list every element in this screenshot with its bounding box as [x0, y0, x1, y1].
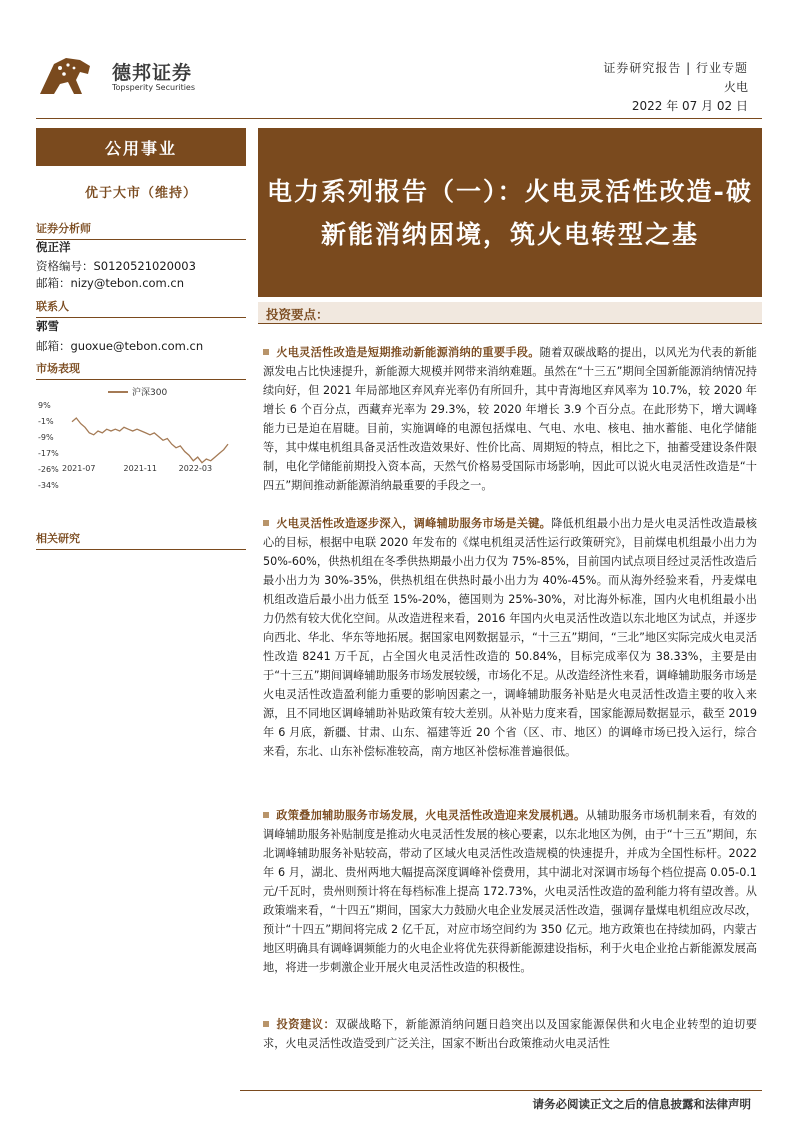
bullet-icon [263, 1021, 269, 1027]
chart-legend-label: 沪深300 [132, 388, 168, 398]
chart-x-tick-label: 2022-03 [178, 464, 213, 473]
report-type: 证券研究报告 | 行业专题 [603, 61, 748, 75]
industry-label: 火电 [723, 80, 748, 94]
chart-y-axis [38, 401, 59, 490]
chart-y-tick-label: -17% [38, 449, 59, 458]
bullet-icon [263, 812, 269, 818]
company-logo [36, 54, 202, 100]
chart-x-tick-label: 2021-11 [123, 464, 157, 473]
bullet-icon [263, 520, 269, 526]
paragraph-4: 投资建议：双碳战略下，新能源消纳问题日趋突出以及国家能源保供和火电企业转型的迫切要求，火电灵活性改造受到广泛关注，国家不断出台政策推动火电灵活性 [263, 1018, 757, 1050]
analyst-name: 倪正洋 [36, 240, 71, 254]
contact-heading: 联系人 [36, 298, 246, 318]
chart-y-tick-label: 9% [38, 401, 51, 410]
footer-divider [240, 1090, 762, 1091]
footer-disclaimer: 请务必阅读正文之后的信息披露和法律声明 [532, 1097, 751, 1111]
rating: 优于大市（维持） [84, 186, 197, 201]
brand-name-cn: 德邦证券 [112, 62, 193, 84]
brand-name-en: Topsperity Securities [112, 83, 196, 92]
chart-x-axis [62, 464, 212, 473]
analyst-heading: 证券分析师 [36, 220, 246, 240]
paragraph-3: 政策叠加辅助服务市场发展，火电灵活性改造迎来发展机遇。从辅助服务市场机制来看，有效的调峰辅助服务补贴制度是推动火电灵活性发展的核心要素，以东北地区为例，由于“十三五”期间，东北调峰辅助服务补贴较高，带动了区域火电灵活性改造规模的快速提升，并成为全国性标杆。2022 年 6 月，湖北、贵州两地大幅提高深度调峰补偿费用，其中湖北对深调市场每个档位提高 0.05-0.1 元/千瓦时，贵州则预计将在每档标准上提高 172.73%，火电灵活性改造的盈利能力将有望改善。从政策端来看，“十四五”期间，国家大力鼓励火电企业发展灵活性改造，强调存量煤电机组应改尽改，预计“十四五”期间将完成 2 亿千瓦，对应市场空间约为 350 亿元。地方政策也在持续加码，内蒙古地区明确具有调峰调频能力的火电企业将优先获得新能源建设指标，利于火电企业抢占新能源发展高地，将进一步刺激企业开展火电灵活性改造的积极性。 [263, 809, 757, 974]
chart-y-tick-label: -1% [38, 417, 54, 426]
report-meta [603, 59, 748, 116]
paragraph-2: 火电灵活性改造逐步深入，调峰辅助服务市场是关键。降低机组最小出力是火电灵活性改造最核心的目标，根据中电联 2020 年发布的《煤电机组灵活性运行政策研究》，目前煤电机组最小出力为 50%-60%，供热机组在冬季供热期最小出力仅为 75%-85%，目前国内试点项目经过灵活性改造后最小出力为 30%-35%，供热机组在供热时最小出力为 40%-45%。而从海外经验来看，丹麦煤电机组改造后最小出力低至 15%-20%，德国则为 25%-30%，对比海外标准，国内火电机组最小出力仍然有较大优化空间。从改造进程来看，2016 年国内火电灵活性改造以东北地区为试点，并逐步向西北、华北、华东等地拓展。据国家电网数据显示，“十三五”期间，“三北”地区实际完成火电灵活性改造 8241 万千瓦，占全国火电灵活性改造的 50.84%，目标完成率仅为 38.33%，主要是由于“十三五”期间调峰辅助服务市场发展较缓，市场化不足。从改造经济性来看，调峰辅助服务市场是火电灵活性改造盈利能力重要的影响因素之一，调峰辅助服务补贴是火电灵活性改造主要的收入来源，且不同地区调峰辅助补贴政策有较大差别。从补贴力度来看，国家能源局数据显示，截至 2019 年 6 月底，新疆、甘肃、山东、福建等近 20 个省（区、市、地区）的调峰市场已投入运行，综合来看，东北、山东补偿标准较高，南方地区补偿标准普遍很低。 [263, 517, 757, 758]
logo-leopard-icon [36, 54, 106, 100]
report-date: 2022 年 07 月 02 日 [631, 99, 748, 113]
chart-series-line [72, 418, 228, 463]
report-title: 电力系列报告（一）：火电灵活性改造-破新能消纳困境，筑火电转型之基 [258, 128, 762, 297]
contact-email[interactable]: 邮箱：guoxue@tebon.com.cn [36, 339, 204, 353]
bullet-icon [263, 349, 269, 355]
chart-y-tick-label: -34% [38, 481, 59, 490]
paragraph-1: 火电灵活性改造是短期推动新能源消纳的重要手段。随着双碳战略的提出，以风光为代表的新能源发电占比快速提升，新能源大规模并网带来消纳难题。虽然在“十三五”期间全国新能源消纳情况持续向好，但 2021 年局部地区弃风弃光率仍有所回升，其中青海地区弃风率为 10.7%，较 2020 年增长 6 个百分点，西藏弃光率为 29.3%，较 2020 年增长 3.9 个百分点。在此形势下，增大调峰能力已是迫在眉睫。目前，实施调峰的电源包括煤电、气电、水电、核电、抽水蓄能、电化学储能等，其中煤电机组具备灵活性改造效果好、性价比高、周期短的特点，相比之下，抽蓄受建设条件限制，电化学储能前期投入资本高，天然气价格易受国际市场影响，因此可以说火电灵活性改造是“十四五”期间推动新能源消纳最重要的手段之一。 [263, 346, 757, 492]
market-performance-chart [36, 383, 241, 498]
header-divider [36, 118, 762, 119]
contact-name: 郭雪 [36, 319, 59, 333]
analyst-cert: 资格编号：S0120521020003 [36, 259, 196, 273]
market-heading: 市场表现 [36, 360, 246, 380]
sector-badge: 公用事业 [36, 128, 246, 166]
chart-y-tick-label: -26% [38, 465, 59, 474]
key-points-header [258, 302, 762, 324]
related-heading: 相关研究 [36, 530, 246, 550]
analyst-email[interactable]: 邮箱：nizy@tebon.com.cn [36, 276, 185, 290]
chart-y-tick-label: -9% [38, 433, 54, 442]
chart-x-tick-label: 2021-07 [62, 464, 96, 473]
key-points-heading: 投资要点： [266, 307, 329, 322]
